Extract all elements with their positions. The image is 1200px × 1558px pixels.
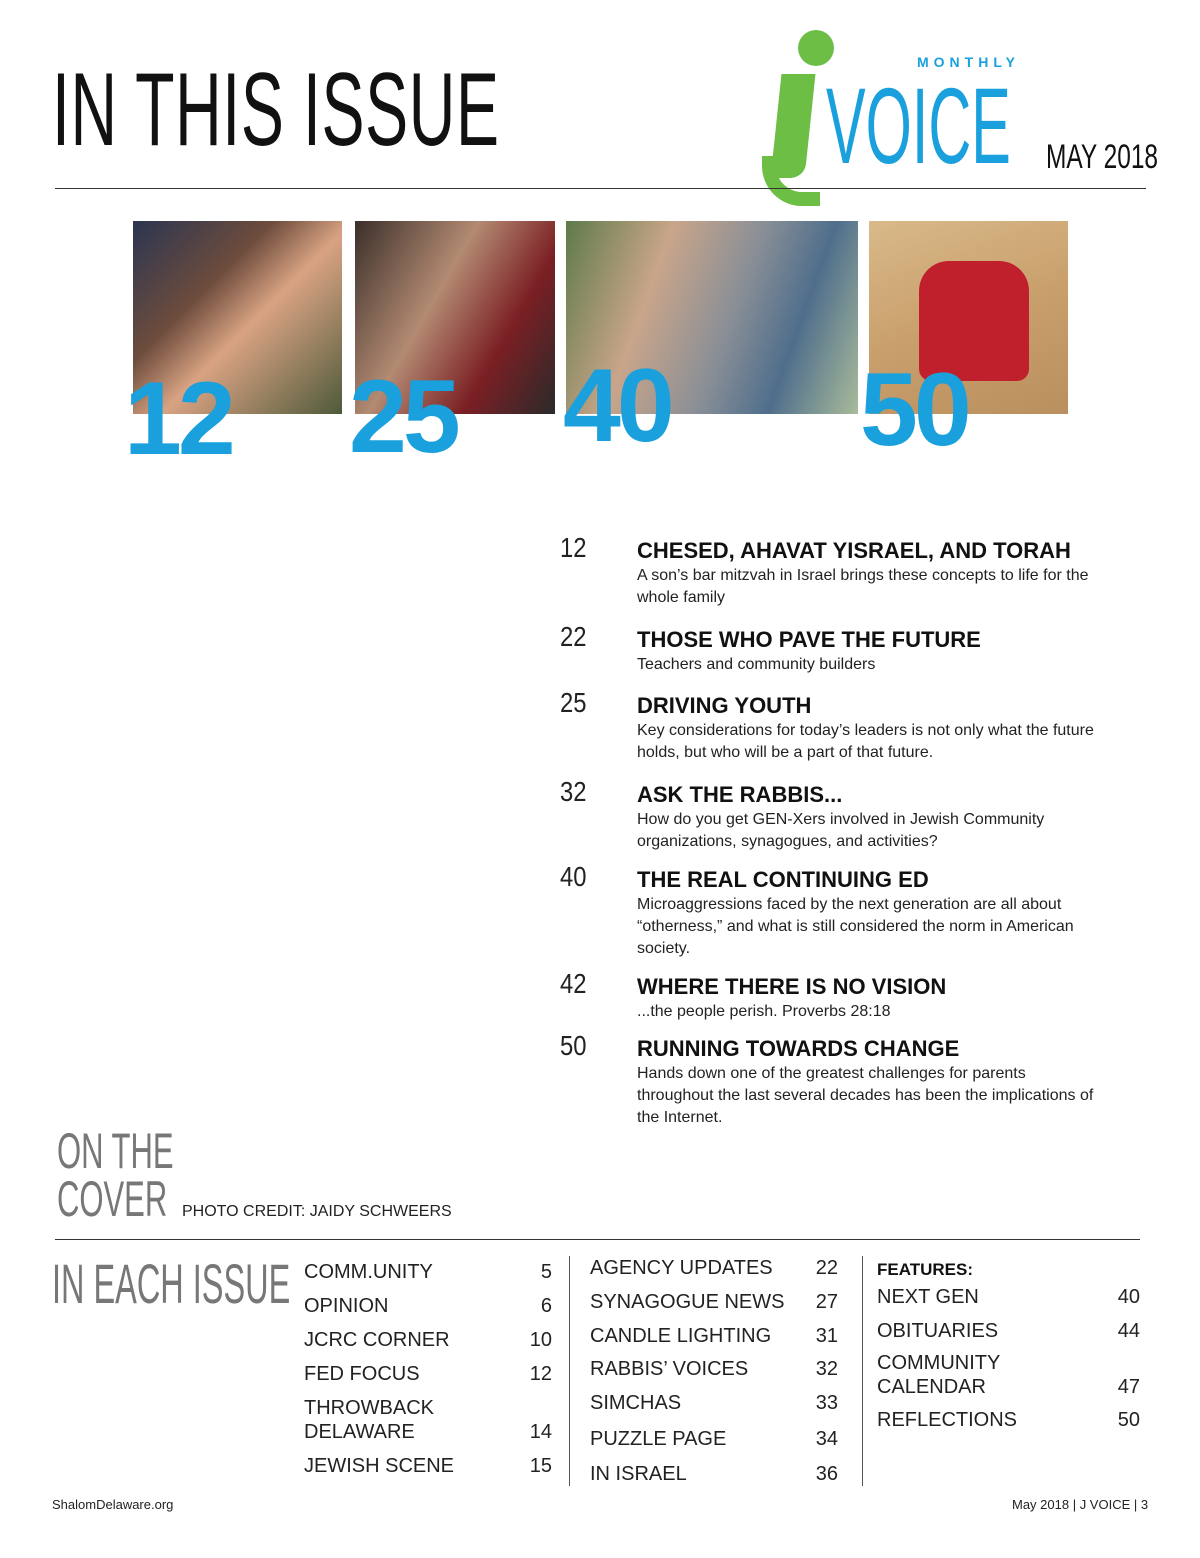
item-label: JCRC CORNER [304,1329,450,1351]
item-label: COMM.UNITY [304,1261,433,1283]
item-label: PUZZLE PAGE [590,1428,727,1450]
item-page: 34 [815,1428,838,1450]
cover-heading-line: ON THE [57,1123,174,1179]
cover-heading-line: COVER [57,1170,168,1227]
article-page: 40 [560,861,587,892]
photo-page-number: 50 [860,352,968,468]
logo-monthly: MONTHLY [917,54,1020,70]
item-page: 36 [815,1463,838,1485]
photo-page-number: 25 [349,359,457,475]
footer-page-info: May 2018 | J VOICE | 3 [1012,1497,1149,1512]
article-description: Microaggressions faced by the next generation are all about “otherness,” and what is still considered the norm in American society. [637,896,1074,957]
item-label: NEXT GEN [877,1286,979,1308]
section-divider [55,1239,1140,1240]
item-page: 22 [815,1257,838,1279]
jvoice-logo [762,28,1042,218]
logo-voice: VOICE [826,65,1011,186]
article-description: A son’s bar mitzvah in Israel brings these concepts to life for the whole family [637,567,1089,606]
item-label: JEWISH SCENE [304,1455,455,1477]
article-page: 25 [560,687,587,718]
photo-credit: PHOTO CREDIT: JAIDY SCHWEERS [182,1203,452,1220]
item-label: COMMUNITY CALENDAR [877,1352,1000,1398]
issue-date: MAY 2018 [1046,138,1159,176]
item-label: AGENCY UPDATES [590,1257,773,1279]
item-label: OPINION [304,1295,389,1317]
page-title: IN THIS ISSUE [52,52,500,168]
article-title: CHESED, AHAVAT YISRAEL, AND TORAH [637,538,1071,563]
item-label: OBITUARIES [877,1320,999,1342]
article-title: THE REAL CONTINUING ED [637,867,929,892]
item-label: RABBIS’ VOICES [590,1358,749,1380]
article-title: THOSE WHO PAVE THE FUTURE [637,627,981,652]
item-page: 10 [529,1329,552,1351]
item-label: THROWBACK DELAWARE [304,1397,434,1443]
item-page: 15 [529,1455,552,1477]
item-page: 27 [815,1291,838,1313]
article-description: ...the people perish. Proverbs 28:18 [637,1003,891,1020]
list-item[interactable] [877,1351,1140,1399]
item-page: 40 [1117,1286,1140,1308]
footer-website[interactable]: ShalomDelaware.org [52,1497,174,1512]
article-description: Key considerations for today’s leaders is not only what the future holds, but who will be a part of that future. [637,722,1094,761]
photo-page-number: 40 [563,348,671,464]
article-description: Hands down one of the greatest challenges for parents throughout the last several decades has been the implications of the Internet. [637,1065,1094,1126]
item-page: 44 [1117,1320,1140,1342]
item-page: 50 [1117,1409,1140,1431]
article-title: WHERE THERE IS NO VISION [637,974,947,999]
item-label: FED FOCUS [304,1363,420,1385]
photo-page-number: 12 [124,361,232,477]
item-page: 32 [815,1358,838,1380]
item-page: 33 [815,1392,838,1414]
item-label: CANDLE LIGHTING [590,1325,772,1347]
article-page: 22 [560,621,587,652]
article-description: How do you get GEN-Xers involved in Jewish Community organizations, synagogues, and activities? [637,811,1045,850]
item-label: REFLECTIONS [877,1409,1018,1431]
article-title: DRIVING YOUTH [637,693,812,718]
logo-j-hook [762,156,820,206]
column-divider [862,1256,863,1486]
header-divider [55,188,1146,189]
item-page: 12 [529,1363,552,1385]
list-item[interactable] [304,1396,552,1444]
item-label: SYNAGOGUE NEWS [590,1291,785,1313]
logo-j-dot [798,30,834,66]
in-each-issue-heading: IN EACH ISSUE [52,1252,291,1315]
column-divider [569,1256,570,1486]
article-page: 32 [560,776,587,807]
item-page: 6 [540,1295,552,1317]
item-page: 47 [1117,1376,1140,1398]
article-page: 12 [560,532,587,563]
article-page: 42 [560,968,587,999]
article-description: Teachers and community builders [637,656,876,673]
item-page: 5 [540,1261,552,1283]
item-label: SIMCHAS [590,1392,682,1414]
item-label: IN ISRAEL [590,1463,687,1485]
article-title: RUNNING TOWARDS CHANGE [637,1036,960,1061]
item-page: 31 [815,1325,838,1347]
on-the-cover-heading [57,1123,174,1227]
article-title: ASK THE RABBIS... [637,782,843,807]
features-label: FEATURES: [877,1260,974,1279]
item-page: 14 [529,1421,552,1443]
article-page: 50 [560,1030,587,1061]
